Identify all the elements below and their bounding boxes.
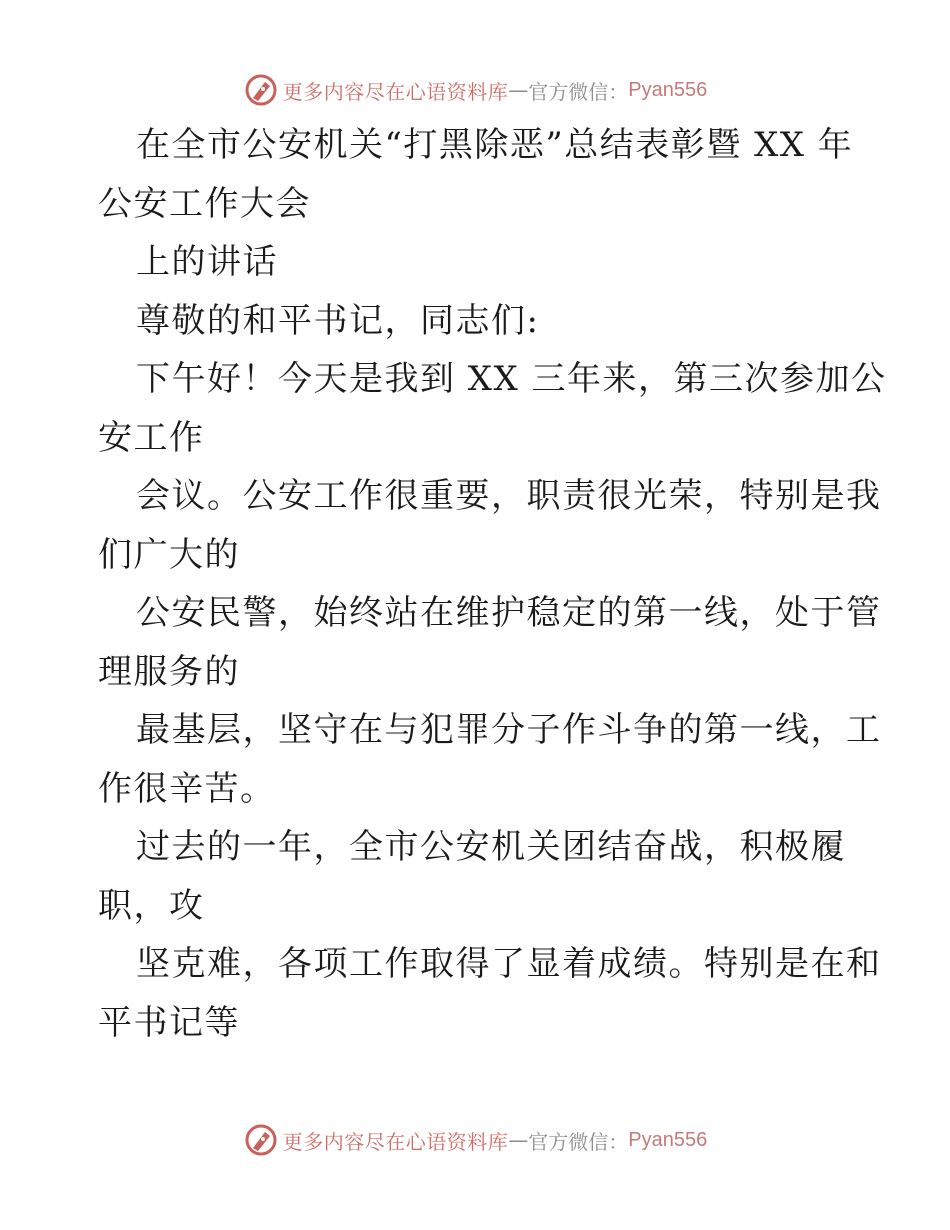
doc-paragraph-line: 职，攻 (98, 885, 205, 926)
doc-paragraph-line: 下午好！今天是我到 XX 三年来，第三次参加公 (136, 359, 887, 399)
watermark-wechat-id: Pyan556 (628, 1128, 708, 1151)
doc-paragraph-line: 们广大的 (98, 534, 240, 575)
doc-paragraph-line: 坚克难，各项工作取得了显着成绩。特别是在和 (136, 944, 882, 984)
watermark-dash: — (508, 78, 529, 102)
doc-title-line-1: 在全市公安机关“打黑除恶”总结表彰暨 XX 年 (136, 125, 854, 165)
footer-watermark (0, 1120, 950, 1160)
doc-paragraph-line: 作很辛苦。 (98, 768, 276, 809)
header-watermark (0, 70, 950, 110)
watermark-dash: — (508, 1128, 529, 1152)
doc-paragraph-line: 安工作 (98, 417, 205, 458)
doc-paragraph-line: 理服务的 (98, 651, 240, 692)
doc-paragraph-line: 公安民警，始终站在维护稳定的第一线，处于管 (136, 593, 882, 633)
watermark-wechat-label: 官方微信： (528, 79, 629, 104)
watermark-site-text: 更多内容尽在心语资料库 (282, 79, 509, 104)
watermark-wechat-label: 官方微信： (528, 1129, 629, 1154)
doc-salutation: 尊敬的和平书记，同志们: (136, 300, 540, 341)
watermark-wechat-id: Pyan556 (628, 78, 708, 101)
doc-paragraph-line: 过去的一年，全市公安机关团结奋战，积极履 (136, 827, 846, 867)
watermark-site-text: 更多内容尽在心语资料库 (282, 1129, 509, 1154)
doc-paragraph-line: 平书记等 (98, 1002, 240, 1043)
doc-title-line-2: 公安工作大会 (98, 183, 311, 224)
pen-nib-circle-icon (243, 72, 279, 108)
document-body (98, 116, 887, 1052)
doc-paragraph-line: 会议。公安工作很重要，职责很光荣，特别是我 (136, 476, 882, 516)
doc-paragraph-line: 最基层，坚守在与犯罪分子作斗争的第一线，工 (136, 710, 882, 750)
pen-nib-circle-icon (243, 1122, 279, 1158)
doc-title-line-3: 上的讲话 (136, 242, 278, 282)
